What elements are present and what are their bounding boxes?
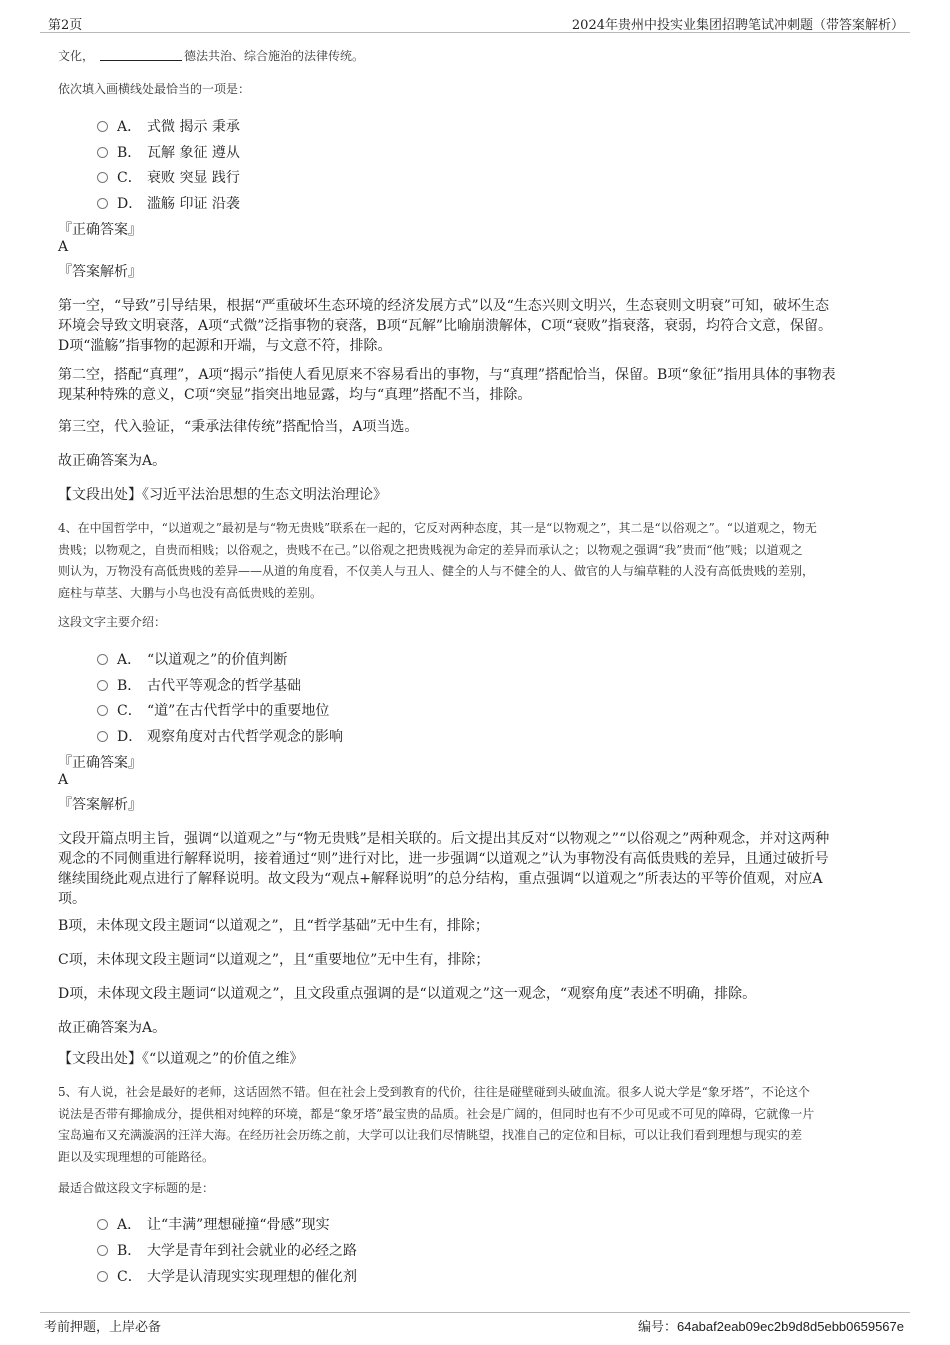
q4-analysis-para-2: B项，未体现文段主题词“以道观之”，且“哲学基础”无中生有，排除；	[58, 918, 489, 934]
radio-icon[interactable]	[97, 172, 108, 183]
q3-answer-label: 『正确答案』	[58, 222, 142, 238]
page-header	[40, 12, 910, 33]
radio-icon[interactable]	[97, 731, 108, 742]
q3-option-a[interactable]: A． 式微 揭示 秉承	[97, 116, 240, 136]
q5-prompt: 最适合做这段文字标题的是：	[58, 1181, 215, 1195]
q3-analysis-para-4: 故正确答案为A。	[58, 453, 167, 469]
q3-answer: A	[58, 239, 69, 255]
q3-option-b[interactable]: B． 瓦解 象征 遵从	[97, 142, 240, 162]
q4-analysis-para-3: C项，未体现文段主题词“以道观之”，且“重要地位”无中生有，排除；	[58, 952, 490, 968]
q4-analysis-para-4: D项，未体现文段主题词“以道观之”，且文段重点强调的是“以道观之”这一观念，“观察角度”表述不明确，排除。	[58, 986, 757, 1002]
footer-slogan: 考前押题，上岸必备	[44, 1320, 162, 1335]
radio-icon[interactable]	[97, 705, 108, 716]
document-title: 2024年贵州中投实业集团招聘笔试冲刺题（带答案解析）	[571, 18, 904, 33]
q3-prompt: 依次填入画横线处最恰当的一项是：	[58, 82, 251, 96]
radio-icon[interactable]	[97, 121, 108, 132]
page-number: 第2页	[48, 18, 83, 33]
radio-icon[interactable]	[97, 654, 108, 665]
q3-analysis-para-3: 第三空，代入验证，“秉承法律传统”搭配恰当，A项当选。	[58, 419, 419, 435]
q5-passage: 5、有人说，社会是最好的老师，这话固然不错。但在社会上受到教育的代价，往往是碰壁碰到头破血流。很多人说大学是“象牙塔”，不论这个 说法是否带有揶揄成分，提供相对纯粹的环境，都是“象牙塔”最宝贵的品质。社会是广阔的，但同时也有不少可见或不可见的障碍，它就像一片 宝岛遍布又充满漩涡的汪洋大海。在经历社会历练之前，大学可以让我们尽情眺望，找准自己的定位和目标，可以让我们看到理想与现实的差 距以及实现理想的可能路径。	[58, 1085, 815, 1164]
q5-option-a[interactable]: A． 让“丰满”理想碰撞“骨感”现实	[97, 1214, 330, 1234]
q4-analysis-para-1: 文段开篇点明主旨，强调“以道观之”与“物无贵贱”是相关联的。后文提出其反对“以物观之”“以俗观之”两种观念，并对这两种 观念的不同侧重进行解释说明，接着通过“则”进行对比，进一步强调“以道观之”认为事物没有高低贵贱的差异，且通过破折号 继续围绕此观点进行了解释说明。故文段为“观点+解释说明”的总分结构，重点强调“以道观之”所表达的平等价值观，对应A 项。	[58, 831, 830, 907]
q4-answer-label: 『正确答案』	[58, 755, 142, 771]
q4-option-c[interactable]: C． “道”在古代哲学中的重要地位	[97, 700, 329, 720]
radio-icon[interactable]	[97, 1219, 108, 1230]
radio-icon[interactable]	[97, 198, 108, 209]
q5-option-c[interactable]: C． 大学是认清现实实现理想的催化剂	[97, 1266, 357, 1286]
radio-icon[interactable]	[97, 680, 108, 691]
q4-option-b[interactable]: B． 古代平等观念的哲学基础	[97, 675, 301, 695]
radio-icon[interactable]	[97, 1271, 108, 1282]
q5-option-b[interactable]: B． 大学是青年到社会就业的必经之路	[97, 1240, 357, 1260]
blank-line	[100, 48, 182, 61]
q3-analysis-para-1: 第一空，“导致”引导结果，根据“严重破坏生态环境的经济发展方式”以及“生态兴则文明兴，生态衰则文明衰”可知，破坏生态 环境会导致文明衰落，A项“式微”泛指事物的衰落，B项“瓦解”比喻崩溃解体，C项“衰败”指衰落，衰弱，均符合文意，保留。 D项“滥觞”指事物的起源和开端，与文意不符，排除。	[58, 298, 833, 354]
q3-option-c[interactable]: C． 衰败 突显 践行	[97, 167, 240, 187]
q3-option-d[interactable]: D． 滥觞 印证 沿袭	[97, 193, 240, 213]
page-footer	[40, 1312, 910, 1337]
q3-fill-line: 文化， 德法共治、综合施治的法律传统。	[58, 49, 365, 63]
q4-analysis-label: 『答案解析』	[58, 797, 142, 813]
document-code: 编号：64abaf2eab09ec2b9d8d5ebb0659567e	[637, 1319, 904, 1335]
q4-passage: 4、在中国哲学中，“以道观之”最初是与“物无贵贱”联系在一起的，它反对两种态度，其一是“以物观之”，其二是“以俗观之”。“以道观之，物无 贵贱；以物观之，自贵而相贱；以俗观之，贵贱不在己。”以俗观之把贵贱视为命定的差异而承认之；以物观之强调“我”贵而“他”贱；以道观之 则认为，万物没有高低贵贱的差异——从道的角度看，不仅美人与丑人、健全的人与不健全的人、做官的人与编草鞋的人没有高低贵贱的差别， 庭柱与草茎、大鹏与小鸟也没有高低贵贱的差别。	[58, 521, 817, 600]
q3-source: 【文段出处】《习近平法治思想的生态文明法治理论》	[58, 487, 387, 503]
q4-option-d[interactable]: D． 观察角度对古代哲学观念的影响	[97, 726, 343, 746]
radio-icon[interactable]	[97, 1245, 108, 1256]
q4-analysis-para-5: 故正确答案为A。	[58, 1020, 167, 1036]
q4-option-a[interactable]: A． “以道观之”的价值判断	[97, 649, 287, 669]
q4-prompt: 这段文字主要介绍：	[58, 615, 167, 629]
q3-analysis-label: 『答案解析』	[58, 264, 142, 280]
q4-source: 【文段出处】《“以道观之”的价值之维》	[58, 1051, 304, 1067]
radio-icon[interactable]	[97, 147, 108, 158]
q3-analysis-para-2: 第二空，搭配“真理”，A项“揭示”指使人看见原来不容易看出的事物，与“真理”搭配恰当，保留。B项“象征”指用具体的事物表 现某种特殊的意义，C项“突显”指突出地显露，均与“真理”搭配不当，排除。	[58, 367, 836, 403]
q4-answer: A	[58, 772, 69, 788]
